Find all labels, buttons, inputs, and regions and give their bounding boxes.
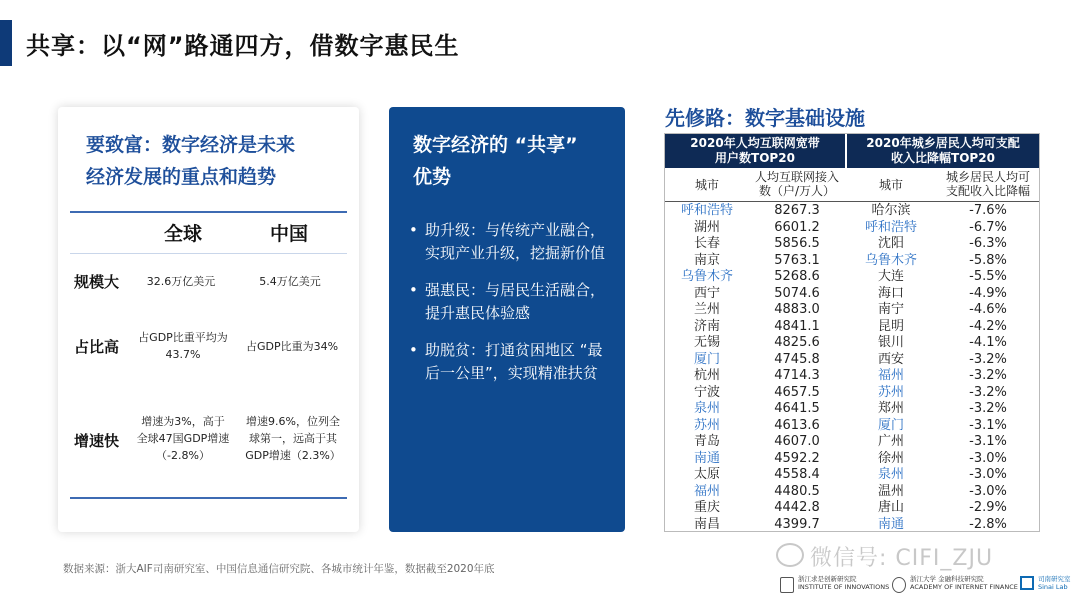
subheader-access bbox=[749, 170, 845, 198]
cell-access: 5268.6 bbox=[774, 269, 820, 284]
table-row bbox=[665, 418, 1039, 435]
cell-city: 乌鲁木齐 bbox=[680, 269, 733, 284]
cell-city2: 苏州 bbox=[877, 384, 904, 400]
mid-card bbox=[389, 107, 625, 532]
share-global-line2: 43.7% bbox=[165, 348, 201, 361]
cell-access: 4641.5 bbox=[774, 401, 820, 416]
cell-city2: 哈尔滨 bbox=[871, 203, 911, 218]
table-row bbox=[665, 352, 1039, 369]
cell-ratio: -3.2% bbox=[969, 351, 1007, 367]
cell-ratio: -3.0% bbox=[969, 483, 1007, 499]
institute-logo-icon bbox=[780, 577, 794, 593]
cell-city: 福州 bbox=[693, 483, 720, 499]
cell-ratio: -4.6% bbox=[969, 302, 1007, 317]
table-row bbox=[665, 220, 1039, 237]
page-title: 共享：以“网”路通四方，借数字惠民生 bbox=[26, 32, 460, 60]
mid-heading-line2: 优势 bbox=[413, 166, 452, 188]
list-item bbox=[407, 339, 613, 385]
cell-access: 6601.2 bbox=[774, 219, 820, 235]
cell-city2: 广州 bbox=[877, 434, 904, 449]
cell-ratio: -4.1% bbox=[969, 335, 1007, 350]
row-label-scale: 规模大 bbox=[74, 273, 120, 291]
growth-global bbox=[124, 413, 242, 464]
cell-city: 西宁 bbox=[693, 285, 720, 301]
academy-logo-icon bbox=[892, 577, 906, 593]
subheader-city: 城市 bbox=[694, 178, 719, 192]
cell-access: 4714.3 bbox=[774, 368, 820, 383]
table-top-line bbox=[70, 211, 347, 213]
table-row bbox=[665, 517, 1039, 534]
cell-city2: 海口 bbox=[877, 285, 904, 301]
row-label-share: 占比高 bbox=[74, 338, 120, 356]
bullet-icon: • bbox=[409, 341, 418, 359]
logo2-line2: ACADEMY OF INTERNET FINANCE bbox=[910, 583, 1018, 591]
cell-ratio: -6.7% bbox=[969, 219, 1007, 235]
table-row bbox=[665, 500, 1039, 517]
col-head-global: 全球 bbox=[163, 223, 202, 245]
cell-access: 4607.0 bbox=[774, 434, 820, 449]
header-income-line2: 收入比降幅TOP20 bbox=[891, 151, 995, 165]
cell-ratio: -3.0% bbox=[969, 450, 1007, 466]
cell-ratio: -5.8% bbox=[969, 252, 1007, 268]
cell-ratio: -3.2% bbox=[969, 401, 1007, 416]
left-heading-line2: 经济发展的重点和趋势 bbox=[86, 166, 277, 188]
growth-global-line3: （-2.8%） bbox=[156, 449, 210, 462]
table-row bbox=[665, 368, 1039, 385]
cell-city2: 沈阳 bbox=[877, 236, 904, 251]
cell-access: 4399.7 bbox=[774, 516, 820, 532]
header-broadband-line2: 用户数TOP20 bbox=[715, 151, 795, 165]
table-row bbox=[665, 269, 1039, 286]
cell-ratio: -3.2% bbox=[969, 384, 1007, 400]
share-china: 占GDP比重为34% bbox=[245, 340, 339, 353]
logo2-line1: 浙江大学 金融科技研究院 bbox=[910, 575, 984, 583]
cell-city2: 南宁 bbox=[877, 302, 904, 317]
col-head-china: 中国 bbox=[269, 223, 308, 245]
cell-ratio: -3.0% bbox=[969, 467, 1007, 482]
cell-ratio: -3.1% bbox=[969, 417, 1007, 433]
cell-city: 南昌 bbox=[693, 516, 720, 532]
table-row bbox=[665, 319, 1039, 336]
cell-ratio: -4.9% bbox=[969, 285, 1007, 301]
cell-ratio: -2.9% bbox=[969, 500, 1007, 515]
cell-city: 泉州 bbox=[693, 401, 720, 416]
institute-logo bbox=[798, 575, 889, 591]
scale-global: 32.6万亿美元 bbox=[146, 275, 216, 288]
logo3-line1: 司南研究室 bbox=[1038, 575, 1071, 583]
cell-access: 5074.6 bbox=[774, 285, 820, 301]
cell-city2: 乌鲁木齐 bbox=[864, 252, 917, 268]
header-divider bbox=[70, 253, 347, 254]
growth-global-line1: 增速为3%，高于 bbox=[141, 415, 225, 428]
cell-access: 4613.6 bbox=[774, 417, 820, 433]
cell-city: 兰州 bbox=[693, 302, 720, 317]
cell-ratio: -5.5% bbox=[969, 269, 1007, 284]
table-row bbox=[665, 236, 1039, 253]
table-row bbox=[665, 451, 1039, 468]
cell-ratio: -2.8% bbox=[969, 516, 1007, 532]
cell-city: 太原 bbox=[693, 467, 720, 482]
table-row bbox=[665, 401, 1039, 418]
cell-city: 长春 bbox=[693, 236, 720, 251]
cell-city: 湖州 bbox=[693, 219, 720, 235]
table-header-income bbox=[847, 134, 1039, 168]
cell-access: 5856.5 bbox=[774, 236, 820, 251]
list-item-text: 强惠民：与居民生活融合，提升惠民体验感 bbox=[425, 281, 606, 322]
growth-china-line2: 球第一，远高于其 bbox=[249, 432, 337, 445]
cell-ratio: -3.1% bbox=[969, 434, 1007, 449]
cell-access: 5763.1 bbox=[774, 252, 820, 268]
cell-access: 4825.6 bbox=[774, 335, 820, 350]
cell-city: 南通 bbox=[693, 450, 720, 466]
wechat-icon bbox=[776, 543, 804, 567]
cell-city2: 郑州 bbox=[877, 401, 904, 416]
header-income-line1: 2020年城乡居民人均可支配 bbox=[866, 136, 1020, 150]
cell-city: 济南 bbox=[693, 318, 720, 334]
table-body bbox=[665, 203, 1039, 533]
left-card bbox=[58, 107, 359, 532]
cell-ratio: -6.3% bbox=[969, 236, 1007, 251]
mid-heading-line1: 数字经济的 “共享” bbox=[413, 134, 578, 156]
share-global-line1: 占GDP比重平均为 bbox=[138, 331, 228, 344]
watermark: 微信号: CIFI_ZJU bbox=[810, 546, 994, 571]
right-heading: 先修路：数字基础设施 bbox=[665, 106, 865, 130]
academy-logo bbox=[910, 575, 1018, 591]
table-header-broadband bbox=[665, 134, 845, 168]
cell-city: 呼和浩特 bbox=[680, 203, 733, 218]
title-accent-bar bbox=[0, 20, 12, 66]
cell-city: 重庆 bbox=[693, 500, 720, 515]
cell-ratio: -3.2% bbox=[969, 368, 1007, 383]
cell-ratio: -4.2% bbox=[969, 318, 1007, 334]
subheader-city2: 城市 bbox=[878, 178, 903, 192]
title-bar bbox=[0, 20, 1080, 66]
growth-china-line1: 增速9.6%，位列全 bbox=[246, 415, 340, 428]
list-item-text: 助升级：与传统产业融合，实现产业升级，挖掘新价值 bbox=[425, 221, 606, 262]
cell-city: 苏州 bbox=[693, 417, 720, 433]
cell-city: 宁波 bbox=[693, 384, 720, 400]
table-row bbox=[665, 203, 1039, 220]
share-global bbox=[124, 329, 242, 363]
growth-china-line3: GDP增速（2.3%） bbox=[245, 449, 341, 462]
cell-city2: 大连 bbox=[877, 269, 904, 284]
table-row bbox=[665, 286, 1039, 303]
cell-city2: 福州 bbox=[877, 368, 904, 383]
cell-city2: 泉州 bbox=[877, 467, 904, 482]
cell-access: 4841.1 bbox=[774, 318, 820, 334]
subheader-access-line1: 人均互联网接入 bbox=[754, 170, 839, 184]
table-row bbox=[665, 253, 1039, 270]
row-label-growth: 增速快 bbox=[74, 432, 120, 450]
cell-access: 4558.4 bbox=[774, 467, 820, 482]
cell-access: 4745.8 bbox=[774, 351, 820, 367]
cell-city2: 呼和浩特 bbox=[864, 219, 917, 235]
cell-city: 杭州 bbox=[693, 368, 720, 383]
sinai-lab-logo-icon bbox=[1020, 576, 1034, 590]
cell-city2: 南通 bbox=[877, 516, 904, 532]
list-item bbox=[407, 279, 613, 325]
header-broadband-line1: 2020年人均互联网宽带 bbox=[690, 136, 820, 150]
cell-city2: 昆明 bbox=[877, 318, 904, 334]
logo1-line2: INSTITUTE OF INNOVATIONS bbox=[798, 583, 890, 591]
logo1-line1: 浙江求是创新研究院 bbox=[798, 575, 857, 583]
mid-card-heading bbox=[413, 129, 623, 193]
cell-city: 青岛 bbox=[693, 434, 720, 449]
table-row bbox=[665, 467, 1039, 484]
cell-city2: 西安 bbox=[877, 351, 904, 367]
subheader-ratio-line2: 支配收入比降幅 bbox=[945, 184, 1030, 198]
table-bottom-line bbox=[70, 497, 347, 499]
cell-ratio: -7.6% bbox=[969, 203, 1007, 218]
bullet-icon: • bbox=[409, 221, 418, 239]
table-row bbox=[665, 434, 1039, 451]
cell-access: 4657.5 bbox=[774, 384, 820, 400]
growth-china bbox=[238, 413, 348, 464]
scale-china: 5.4万亿美元 bbox=[259, 275, 321, 288]
cell-city2: 银川 bbox=[877, 335, 904, 350]
left-card-heading bbox=[86, 129, 346, 193]
cell-access: 4592.2 bbox=[774, 450, 820, 466]
left-heading-line1: 要致富：数字经济是未来 bbox=[86, 134, 296, 156]
subheader-ratio bbox=[937, 170, 1039, 198]
subheader-divider bbox=[665, 201, 1039, 202]
cell-city: 南京 bbox=[693, 252, 720, 268]
cell-access: 4883.0 bbox=[774, 302, 820, 317]
source-note: 数据来源：浙大AIF司南研究室、中国信息通信研究院、各城市统计年鉴，数据截至2020年底 bbox=[63, 563, 495, 575]
subheader-ratio-line1: 城乡居民人均可 bbox=[945, 170, 1030, 184]
cell-city: 无锡 bbox=[693, 335, 720, 350]
logo-strip bbox=[780, 575, 1080, 599]
growth-global-line2: 全球47国GDP增速 bbox=[136, 432, 230, 445]
cell-city: 厦门 bbox=[693, 351, 720, 367]
logo3-line2: Sinai Lab bbox=[1038, 583, 1068, 591]
cell-access: 4480.5 bbox=[774, 483, 820, 499]
table-row bbox=[665, 385, 1039, 402]
ranking-table bbox=[664, 133, 1040, 532]
list-item-text: 助脱贫：打通贫困地区 “最后一公里”，实现精准扶贫 bbox=[425, 341, 603, 382]
cell-access: 4442.8 bbox=[774, 500, 820, 515]
sinai-lab-logo bbox=[1038, 575, 1071, 591]
table-row bbox=[665, 302, 1039, 319]
cell-city2: 温州 bbox=[877, 483, 904, 499]
cell-city2: 徐州 bbox=[877, 450, 904, 466]
cell-access: 8267.3 bbox=[774, 203, 820, 218]
table-row bbox=[665, 335, 1039, 352]
advantage-list bbox=[407, 219, 613, 399]
list-item bbox=[407, 219, 613, 265]
cell-city2: 唐山 bbox=[877, 500, 904, 515]
cell-city2: 厦门 bbox=[877, 417, 904, 433]
table-row bbox=[665, 484, 1039, 501]
bullet-icon: • bbox=[409, 281, 418, 299]
subheader-access-line2: 数（户/万人） bbox=[758, 184, 836, 198]
